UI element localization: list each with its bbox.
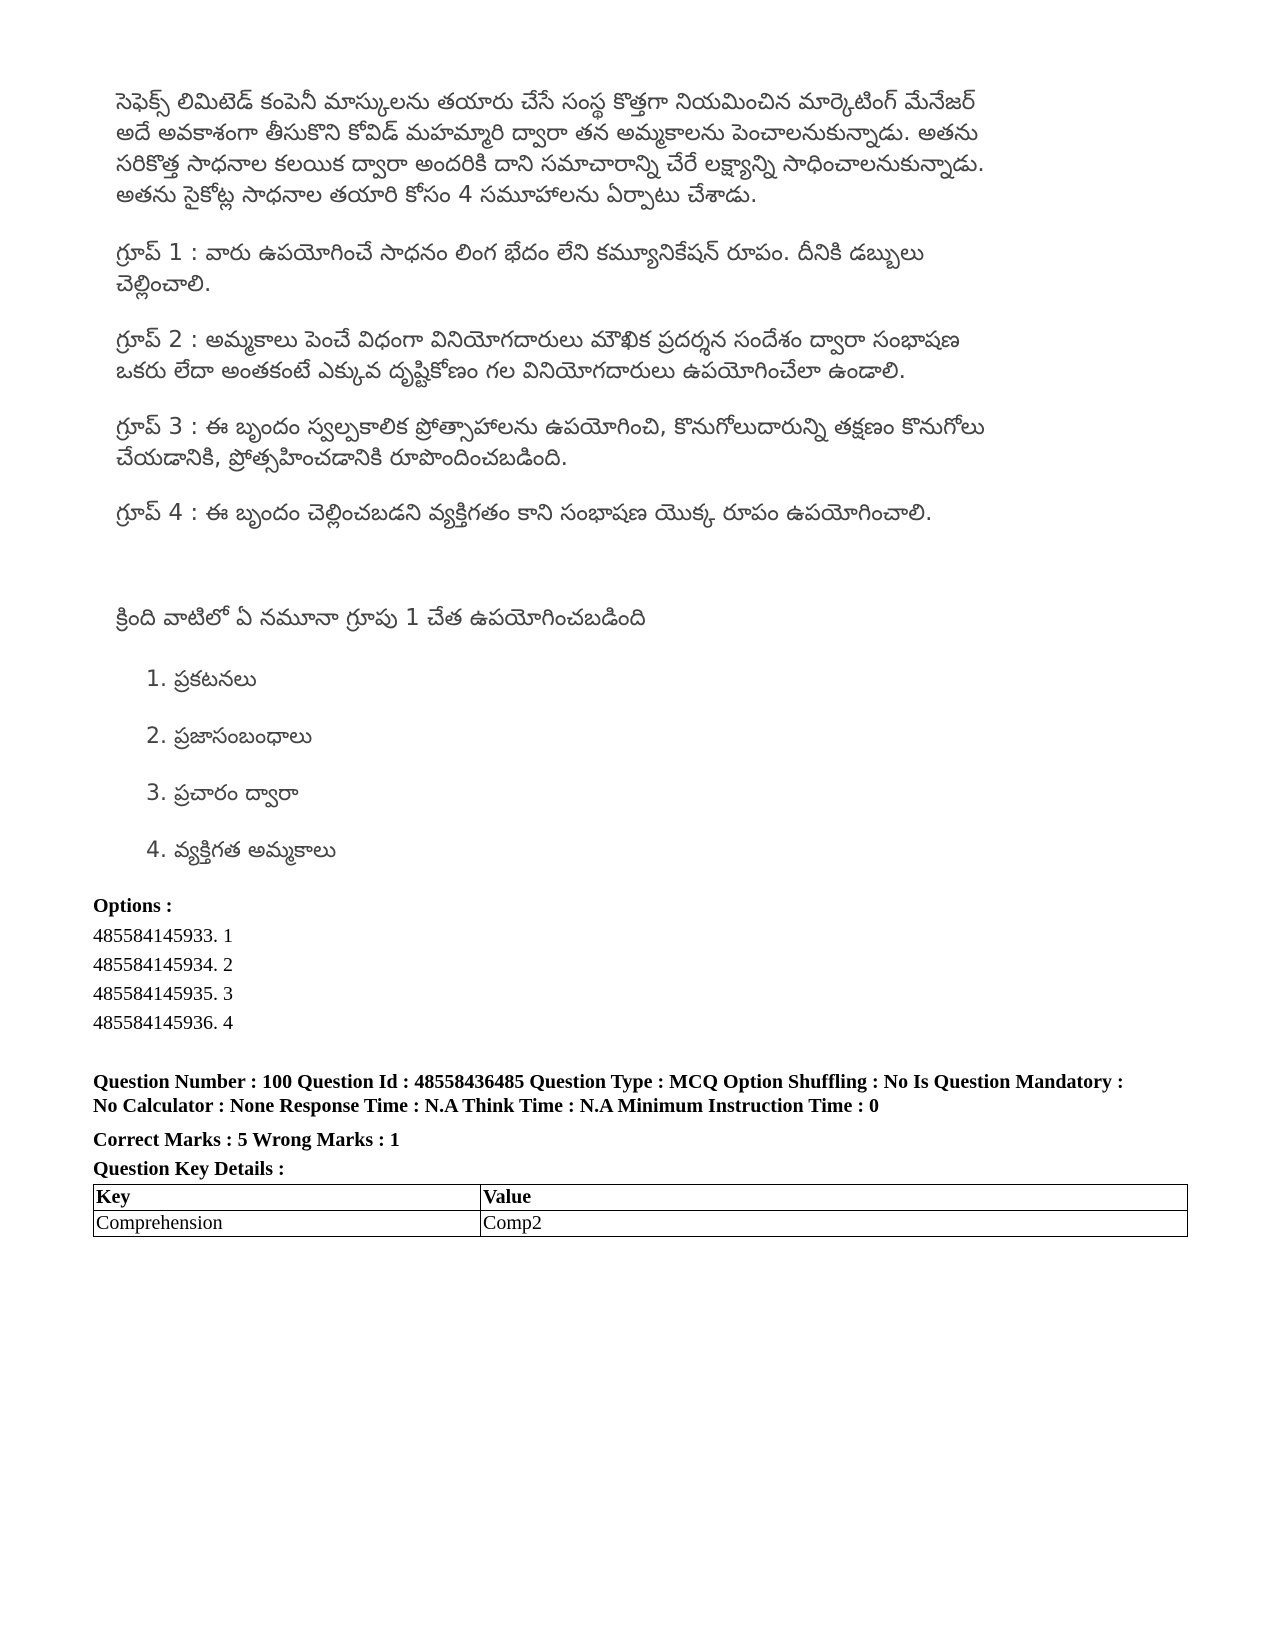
key-details-table xyxy=(93,1184,1188,1237)
choice-item: 1. ప్రకటనలు xyxy=(146,667,257,692)
choice-item: 4. వ్యక్తిగత అమ్మకాలు xyxy=(146,838,337,863)
marks-line: Correct Marks : 5 Wrong Marks : 1 xyxy=(93,1129,400,1151)
options-list xyxy=(93,922,233,1038)
group-line: ఒకరు లేదా అంతకంటే ఎక్కువ దృష్టికోణం గల వినియోగదారులు ఉపయోగించేలా ఉండాలి. xyxy=(116,358,906,384)
question-text: క్రింది వాటిలో ఏ నమూనా గ్రూపు 1 చేత ఉపయోగించబడింది xyxy=(116,605,646,631)
passage-image xyxy=(116,87,1176,211)
group-line: గ్రూప్ 3 : ఈ బృందం స్వల్పకాలిక ప్రోత్సాహాలను ఉపయోగించి, కొనుగోలుదారున్ని తక్షణం కొనుగోలు xyxy=(116,414,985,440)
option-item: 485584145935. 3 xyxy=(93,983,233,1005)
group-line: గ్రూప్ 4 : ఈ బృందం చెల్లించబడని వ్యక్తిగతం కాని సంభాషణ యొక్క రూపం ఉపయోగించాలి. xyxy=(116,500,933,526)
table-header-key: Key xyxy=(94,1185,481,1211)
passage-line: అదే అవకాశంగా తీసుకొని కోవిడ్ మహమ్మారి ద్వారా తన అమ్మకాలను పెంచాలనుకున్నాడు. అతను xyxy=(116,120,979,146)
group-line: గ్రూప్ 2 : అమ్మకాలు పెంచే విధంగా వినియోగదారులు మౌఖిక ప్రదర్శన సందేశం ద్వారా సంభాషణ xyxy=(116,327,960,353)
question-meta-line: No Calculator : None Response Time : N.A Think Time : N.A Minimum Instruction Time : 0 xyxy=(93,1095,879,1117)
option-item: 485584145934. 2 xyxy=(93,954,233,976)
group-line: గ్రూప్ 1 : వారు ఉపయోగించే సాధనం లింగ భేదం లేని కమ్యూనికేషన్ రూపం. దీనికి డబ్బులు xyxy=(116,240,925,266)
group-line: చేయడానికి, ప్రోత్సహించడానికి రూపొందించబడింది. xyxy=(116,445,568,471)
passage-line: అతను సైకోట్ల సాధనాల తయారి కోసం 4 సమూహాలను ఏర్పాటు చేశాడు. xyxy=(116,182,758,208)
question-meta xyxy=(93,1070,1193,1118)
group-2-text xyxy=(116,325,1176,387)
options-heading: Options : xyxy=(93,895,173,917)
group-4-text xyxy=(116,498,1176,529)
group-1-text xyxy=(116,238,1176,300)
table-header-row xyxy=(94,1185,1188,1211)
group-line: చెల్లించాలి. xyxy=(116,271,212,297)
option-item: 485584145933. 1 xyxy=(93,925,233,947)
passage-line: సరికొత్త సాధనాల కలయిక ద్వారా అందరికి దాని సమాచారాన్ని చేరే లక్ష్యాన్ని సాధించాలనుకున్నాడు. xyxy=(116,151,985,177)
table-header-value: Value xyxy=(481,1185,1188,1211)
choice-item: 3. ప్రచారం ద్వారా xyxy=(146,781,299,806)
table-cell-value: Comp2 xyxy=(481,1211,1188,1237)
choice-item: 2. ప్రజాసంబంధాలు xyxy=(146,724,313,749)
group-3-text xyxy=(116,412,1176,474)
option-item: 485584145936. 4 xyxy=(93,1012,233,1034)
table-row xyxy=(94,1211,1188,1237)
passage-line: సెఫెక్స్ లిమిటెడ్ కంపెనీ మాస్కులను తయారు చేసే సంస్థ కొత్తగా నియమించిన మార్కెటింగ్ మేనేజర్ xyxy=(116,89,976,115)
table-cell-key: Comprehension xyxy=(94,1211,481,1237)
question-meta-line: Question Number : 100 Question Id : 48558436485 Question Type : MCQ Option Shuffling : No Is Question Mandatory : xyxy=(93,1071,1124,1093)
key-details-heading: Question Key Details : xyxy=(93,1158,285,1180)
